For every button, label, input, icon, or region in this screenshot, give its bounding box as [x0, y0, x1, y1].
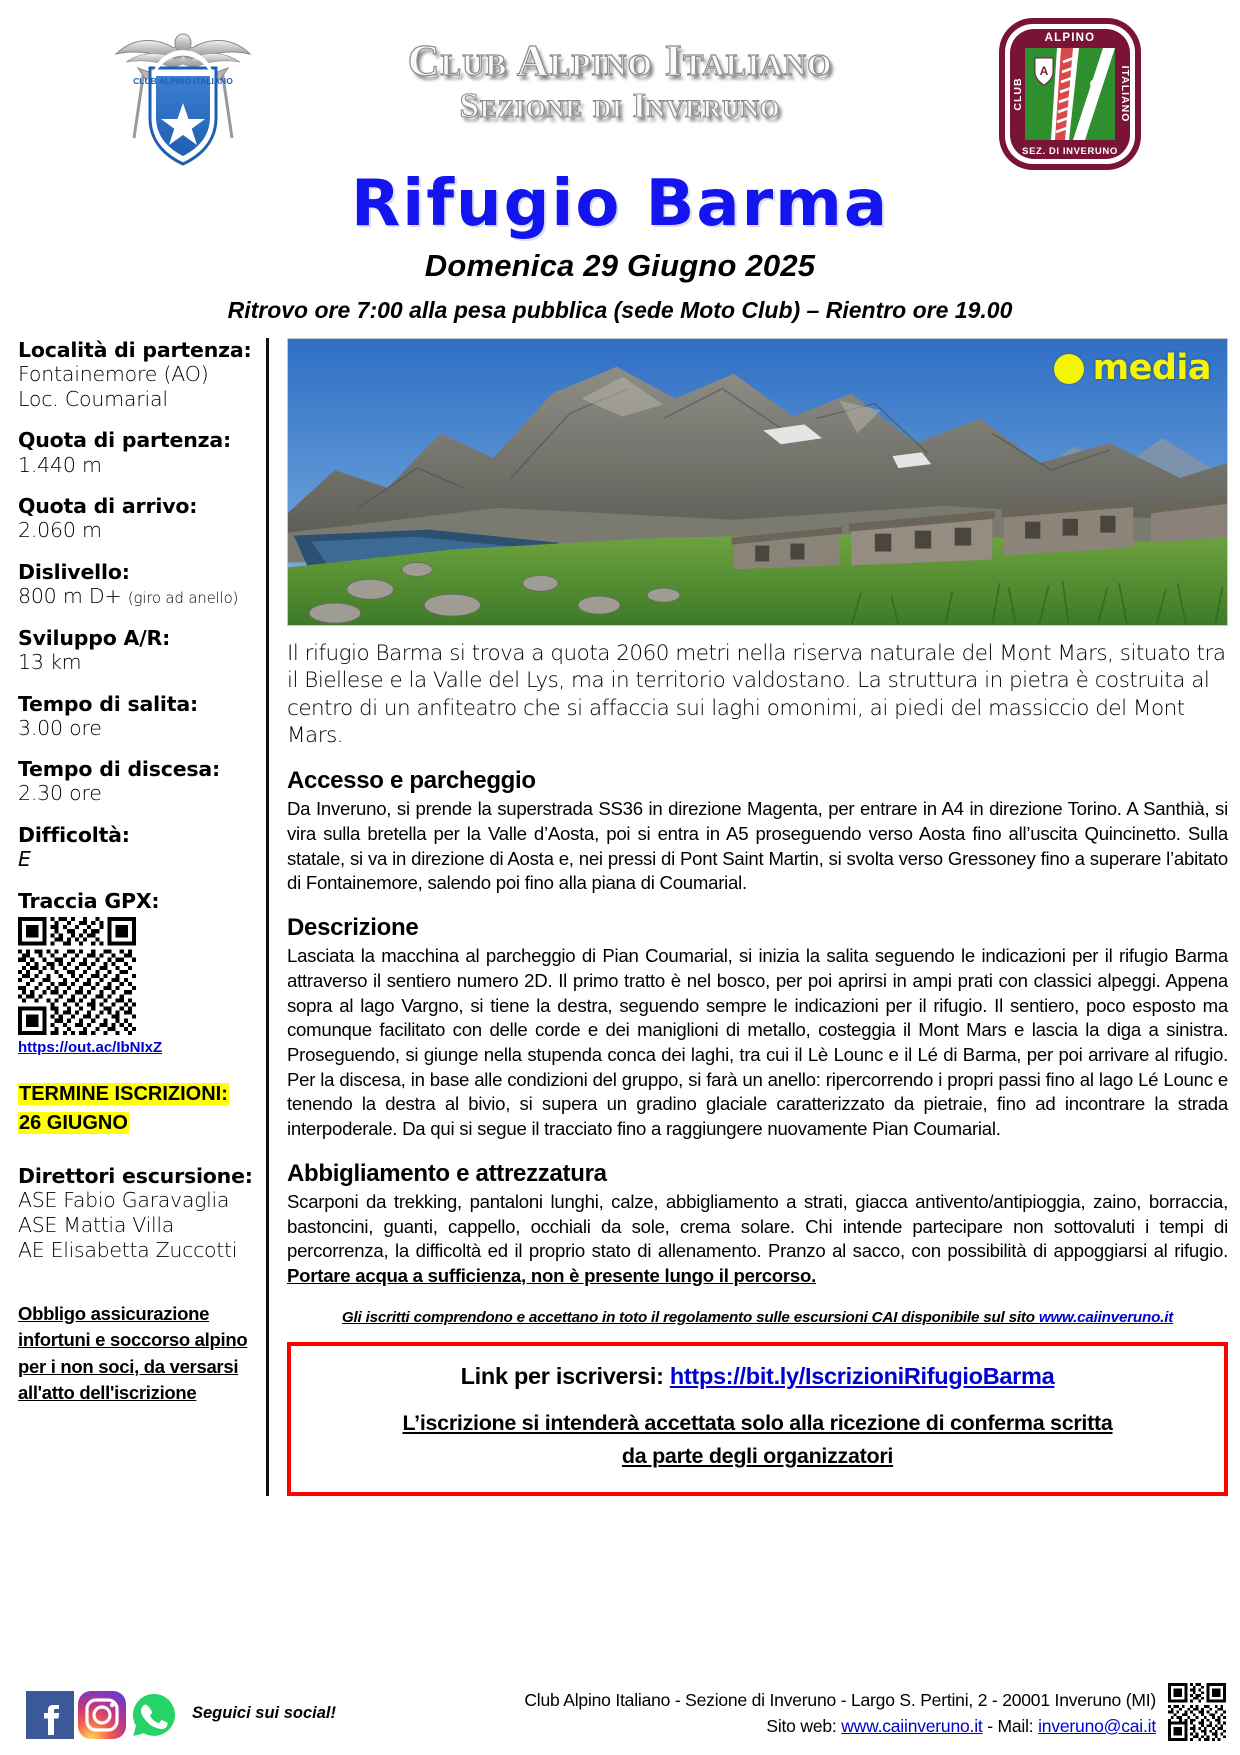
footer-email-link[interactable]: inveruno@cai.it	[1038, 1715, 1156, 1736]
whatsapp-icon[interactable]	[128, 1689, 180, 1741]
section-heading: Abbigliamento e attrezzatura	[287, 1159, 607, 1187]
social-links	[24, 1689, 336, 1741]
detail-elevation-gain	[18, 560, 256, 609]
detail-value-note: (giro ad anello)	[127, 589, 239, 608]
detail-value: Fontainemore (AO)	[18, 362, 209, 387]
deadline-label: TERMINE ISCRIZIONI:	[19, 1083, 228, 1106]
event-date: Domenica 29 Giugno 2025	[424, 248, 816, 283]
detail-value: 1.440 m	[18, 452, 102, 477]
excursion-directors	[18, 1164, 256, 1263]
gpx-link[interactable]: https://out.ac/IbNIxZ	[18, 1039, 163, 1057]
section-title: Sezione di Inveruno	[459, 85, 781, 125]
section-equipment	[287, 1160, 1228, 1289]
facebook-icon[interactable]	[24, 1689, 76, 1741]
svg-text:CLUB: CLUB	[1012, 77, 1024, 111]
status-badge	[1054, 348, 1211, 388]
detail-value: 13 km	[18, 649, 82, 674]
svg-text:SEZ. DI INVERUNO: SEZ. DI INVERUNO	[1022, 146, 1118, 157]
registration-link-label: Link per iscriversi:	[460, 1362, 670, 1389]
detail-label: Difficoltà:	[18, 823, 130, 848]
footer-address: Club Alpino Italiano - Sezione di Inveruno - Largo S. Pertini, 2 - 20001 Inveruno (MI)	[524, 1689, 1156, 1710]
registration-box	[287, 1342, 1228, 1497]
gpx-label: Traccia GPX:	[18, 888, 160, 913]
registration-confirmation-note	[301, 1407, 1214, 1474]
detail-departure-altitude	[18, 428, 256, 477]
directors-label: Direttori escursione:	[18, 1164, 253, 1189]
main-content	[287, 338, 1228, 1496]
intro-paragraph: Il rifugio Barma si trova a quota 2060 metri nella riserva naturale del Mont Mars, situato tra il Biellese e la Valle del Lys, ma in territorio valdostano. La struttura in pietra è costruita al centro di un anfiteatro che si affaccia sui laghi omonimi, ai piedi del massiccio del Mont Mars.	[287, 641, 1226, 748]
detail-value: 3.00 ore	[18, 715, 102, 740]
deadline-date: 26 GIUGNO	[19, 1112, 128, 1135]
page-title: Rifugio Barma	[350, 167, 890, 241]
registration-link[interactable]: https://bit.ly/IscrizioniRifugioBarma	[669, 1362, 1055, 1389]
detail-value-main: 800 m D+	[18, 584, 122, 609]
detail-departure-location	[18, 338, 256, 411]
regulation-link[interactable]: www.caiinveruno.it	[1038, 1308, 1174, 1326]
svg-text:A: A	[1039, 64, 1049, 78]
difficulty-dot-icon	[1054, 354, 1084, 384]
footer-web-mail	[524, 1713, 1156, 1739]
svg-text:ITALIANO: ITALIANO	[1119, 65, 1131, 123]
gpx-track-block	[18, 889, 256, 1056]
detail-value: E	[18, 847, 31, 872]
detail-difficulty	[18, 823, 256, 872]
section-body: Lasciata la macchina al parcheggio di Pian Coumarial, si inizia la salita seguendo le indicazioni per il rifugio Barma attraverso il sentiero numero 2D. Il primo tratto è nel bosco, per poi aprirsi in ampi prati con classici alpeggi. Appena sopra al lago Vargno, si tiene la destra, seguendo sempre le indicazioni per il rifugio. Il sentiero, poco esposto ma comunque facilitato con delle corde e dei maniglioni di metallo, costeggia il Mont Mars e lascia la diga a sinistra. Proseguendo, si giunge nella stupenda conca dei laghi, tra cui il Lè Lounc e il Lé di Barma, per poi arrivare al rifugio. Per la discesa, in base alle condizioni del gruppo, si farà un anello: ripercorrendo i propri passi fino al lago Lé Lounc e tenendo la destra al bivio, si supera un gradino glaciale caratterizzato da pietraie, fino ad incontrare la strada interpoderale. Da qui si segue il tracciato fino a raggiungere nuovamente Pian Coumarial.	[287, 945, 1228, 1140]
section-heading: Descrizione	[287, 914, 419, 942]
page-body	[0, 338, 1240, 1496]
page-footer	[0, 1683, 1240, 1741]
footer-contact-info	[524, 1687, 1156, 1742]
detail-descent-time	[18, 757, 256, 806]
insurance-notice: Obbligo assicurazione infortuni e soccorso alpino per i non soci, da versarsi all'atto dell'iscrizione	[18, 1303, 248, 1403]
director-name: ASE Fabio Garavaglia	[18, 1188, 230, 1213]
director-name: AE Elisabetta Zuccotti	[18, 1238, 238, 1263]
detail-label: Tempo di salita:	[18, 691, 198, 716]
details-sidebar	[18, 338, 266, 1496]
svg-text:CLUB ALPINO ITALIANO: CLUB ALPINO ITALIANO	[133, 76, 233, 86]
equipment-text: Scarponi da trekking, pantaloni lunghi, calze, abbigliamento a strati, giacca antivento/antipioggia, zaino, borraccia, bastoncini, guanti, cappello, occhiali da sole, crema solare. Chi intende partecipare non sottovaluti i tempi di percorrenza, la difficoltà ed il proprio stato di allenamento. Pranzo al sacco, con possibilità di appoggiarsi al rifugio.	[287, 1190, 1228, 1262]
rifugio-barma-mountain-photo	[287, 338, 1228, 626]
detail-label: Località di partenza:	[18, 338, 252, 362]
follow-us-text: Seguici sui social!	[192, 1703, 336, 1722]
detail-ascent-time	[18, 692, 256, 741]
registration-deadline	[18, 1080, 256, 1138]
detail-label: Quota di arrivo:	[18, 494, 198, 519]
section-body: Da Inveruno, si prende la superstrada SS36 in direzione Magenta, per entrare in A4 in direzione Torino. A Santhià, si vira sulla bretella per la Valle d’Aosta, poi si entra in A5 proseguendo verso Aosta fino all’uscita Quincinetto. Sulla statale, si va in direzione di Aosta e, nei pressi di Pont Saint Martin, si svolta verso Gressoney fino a superare l’abitato di Fontainemore, salendo poi fino alla piana di Coumarial.	[287, 798, 1228, 894]
registration-link-row	[301, 1363, 1214, 1390]
detail-label: Quota di partenza:	[18, 428, 231, 453]
detail-value: 2.060 m	[18, 518, 102, 543]
section-description	[287, 914, 1228, 1142]
equipment-warning: Portare acqua a sufficienza, non è presente lungo il percorso.	[287, 1264, 817, 1286]
event-meeting-info: Ritrovo ore 7:00 alla pesa pubblica (sede Moto Club) – Rientro ore 19.00	[227, 297, 1013, 323]
cai-inveruno-section-logo	[995, 14, 1145, 174]
section-heading: Accesso e parcheggio	[287, 767, 536, 795]
vertical-divider	[266, 338, 269, 1496]
detail-label: Sviluppo A/R:	[18, 625, 171, 650]
confirmation-line-2: da parte degli organizzatori	[621, 1444, 894, 1468]
detail-label: Tempo di discesa:	[18, 757, 221, 782]
director-name: ASE Mattia Villa	[18, 1213, 175, 1238]
club-title: Club Alpino Italiano	[407, 36, 833, 85]
instagram-icon[interactable]	[76, 1689, 128, 1741]
footer-qr-code[interactable]	[1168, 1683, 1226, 1741]
regulation-text: Gli iscritti comprendono e accettano in toto il regolamento sulle escursioni CAI disponibile sul sito	[341, 1308, 1039, 1326]
section-body	[287, 1190, 1228, 1289]
detail-label: Dislivello:	[18, 559, 130, 584]
regulation-notice	[287, 1309, 1228, 1326]
svg-text:ALPINO: ALPINO	[1044, 32, 1096, 44]
confirmation-line-1: L’iscrizione si intenderà accettata solo alla ricezione di conferma scritta	[402, 1410, 1113, 1435]
detail-value: 2.30 ore	[18, 781, 102, 806]
section-access	[287, 767, 1228, 896]
detail-arrival-altitude	[18, 494, 256, 543]
detail-value-2: Loc. Coumarial	[18, 386, 168, 411]
footer-web-label: Sito web:	[766, 1715, 842, 1736]
footer-website-link[interactable]: www.caiinveruno.it	[841, 1715, 983, 1736]
detail-value	[18, 584, 256, 609]
footer-mail-sep: - Mail:	[982, 1715, 1039, 1736]
page-header	[0, 0, 1240, 178]
gpx-qr-code[interactable]	[18, 917, 256, 1035]
detail-distance	[18, 626, 256, 675]
badge-label: media	[1092, 348, 1211, 388]
